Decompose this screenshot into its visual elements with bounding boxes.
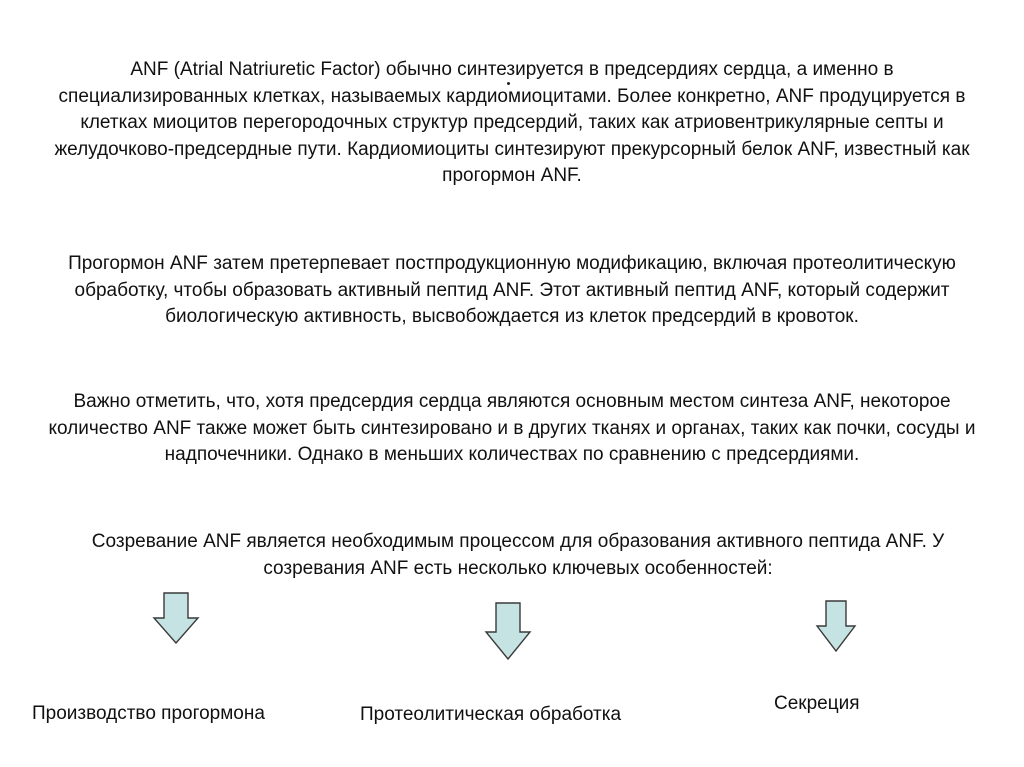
down-arrow-icon	[815, 600, 857, 652]
feature-label-proteolytic-processing: Протеолитическая обработка	[360, 704, 622, 725]
paragraph-maturation-intro: Созревание ANF является необходимым процессом для образования активного пептида ANF. У созревания ANF есть несколько ключевых особенностей:	[91, 531, 945, 579]
down-arrow-icon	[484, 602, 532, 660]
paragraph-other-tissues: Важно отметить, что, хотя предсердия сердца являются основным местом синтеза ANF, некоторое количество ANF также может быть синтезировано и в других тканях и органах, таких как почки, сосуды и надпочечники. Однако в меньших количествах по сравнению с предсердиями.	[48, 391, 976, 466]
stray-dot	[507, 82, 510, 85]
feature-label-secretion: Секреция	[774, 693, 860, 714]
feature-label-prohormone-production: Производство прогормона	[32, 703, 265, 724]
paragraph-anf-synthesis: ANF (Atrial Natriuretic Factor) обычно синтезируется в предсердиях сердца, а именно в специализированных клетках, называемых кардиомиоцитами. Более конкретно, ANF продуцируется в клетках миоцитов перегородочных структур предсердий, таких как атриовентрикулярные септы и желудочково-предсердные пути. Кардиомиоциты синтезируют прекурсорный белок ANF, известный как прогормон ANF.	[54, 59, 970, 187]
paragraph-prohormone-processing: Прогормон ANF затем претерпевает постпродукционную модификацию, включая протеолитическую обработку, чтобы образовать активный пептид ANF. Этот активный пептид ANF, который содержит биологическую активность, высвобождается из клеток предсердий в кровоток.	[68, 253, 956, 328]
down-arrow-icon	[152, 592, 200, 644]
